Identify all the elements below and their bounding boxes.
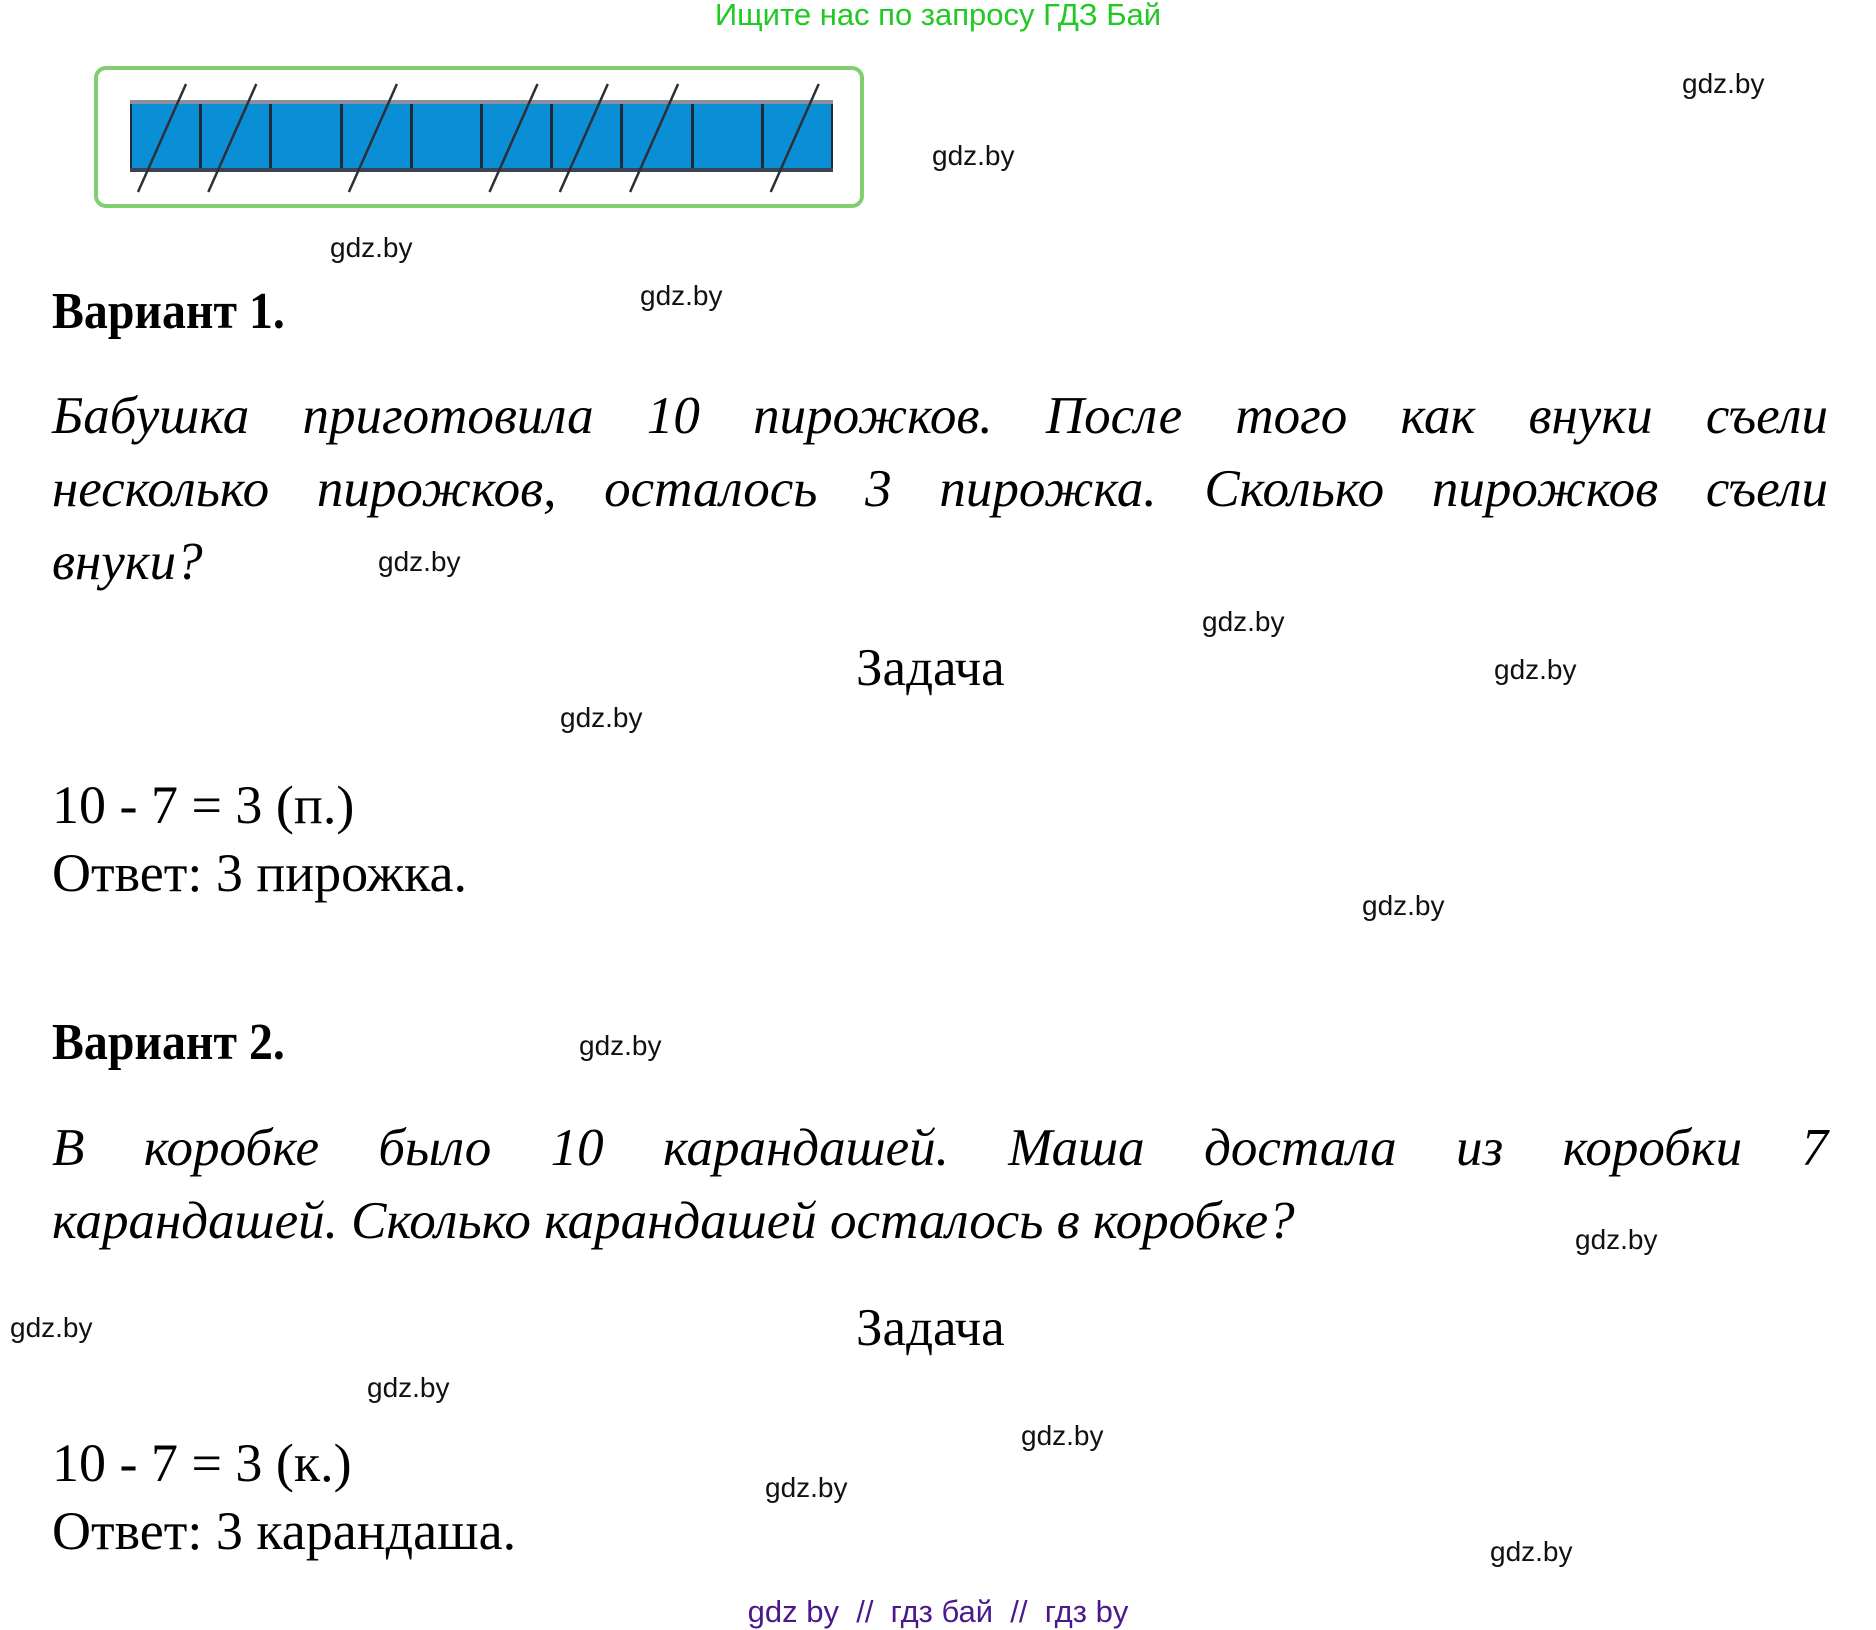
watermark: gdz.by [367,1372,450,1403]
bar-cell [691,104,761,168]
variant-1-task-label: Задача [856,639,1005,697]
watermark: gdz.by [378,546,461,577]
bar-cell [130,104,199,168]
problem-line: В коробке было 10 карандашей. Маша достала из коробки 7 [52,1119,1828,1177]
problem-line: карандашей. Сколько карандашей осталось в коробке? [52,1192,1295,1250]
variant-2-task-label: Задача [856,1299,1005,1357]
variant-2-heading: Вариант 2. [52,1014,285,1071]
watermark: gdz.by [1494,654,1577,685]
variant-2-problem [52,1112,1828,1258]
footer-links[interactable]: gdz by // гдз бай // гдз by [747,1594,1129,1629]
watermark: gdz.by [579,1030,662,1061]
watermark: gdz.by [765,1472,848,1503]
bar-model [130,100,833,172]
problem-line: внуки? [52,533,203,591]
watermark: gdz.by [932,140,1015,171]
watermark: gdz.by [1490,1536,1573,1567]
bar-cell [340,104,410,168]
bar-cell [410,104,480,168]
bar-cell [550,104,620,168]
watermark: gdz.by [1021,1420,1104,1451]
variant-1-equation: 10 - 7 = 3 (п.) [52,775,355,835]
problem-line: Бабушка приготовила 10 пирожков. После того как внуки съели [52,387,1828,445]
watermark: gdz.by [1202,606,1285,637]
bar-cell [761,104,833,168]
variant-2-answer: Ответ: 3 карандаша. [52,1501,517,1561]
watermark: gdz.by [330,232,413,263]
problem-line: несколько пирожков, осталось 3 пирожка. Сколько пирожков съели [52,460,1828,518]
search-hint-banner: Ищите нас по запросу ГДЗ Бай [714,0,1162,32]
variant-2-equation: 10 - 7 = 3 (к.) [52,1433,352,1493]
bar-cell [620,104,690,168]
watermark: gdz.by [10,1312,93,1343]
bar-cell [480,104,550,168]
watermark: gdz.by [560,702,643,733]
variant-1-problem [52,380,1828,599]
watermark: gdz.by [1575,1224,1658,1255]
variant-1-heading: Вариант 1. [52,283,285,340]
bar-cell [269,104,339,168]
variant-1-answer: Ответ: 3 пирожка. [52,843,467,903]
watermark: gdz.by [640,280,723,311]
bar-cell [199,104,269,168]
watermark: gdz.by [1362,890,1445,921]
watermark: gdz.by [1682,68,1765,99]
